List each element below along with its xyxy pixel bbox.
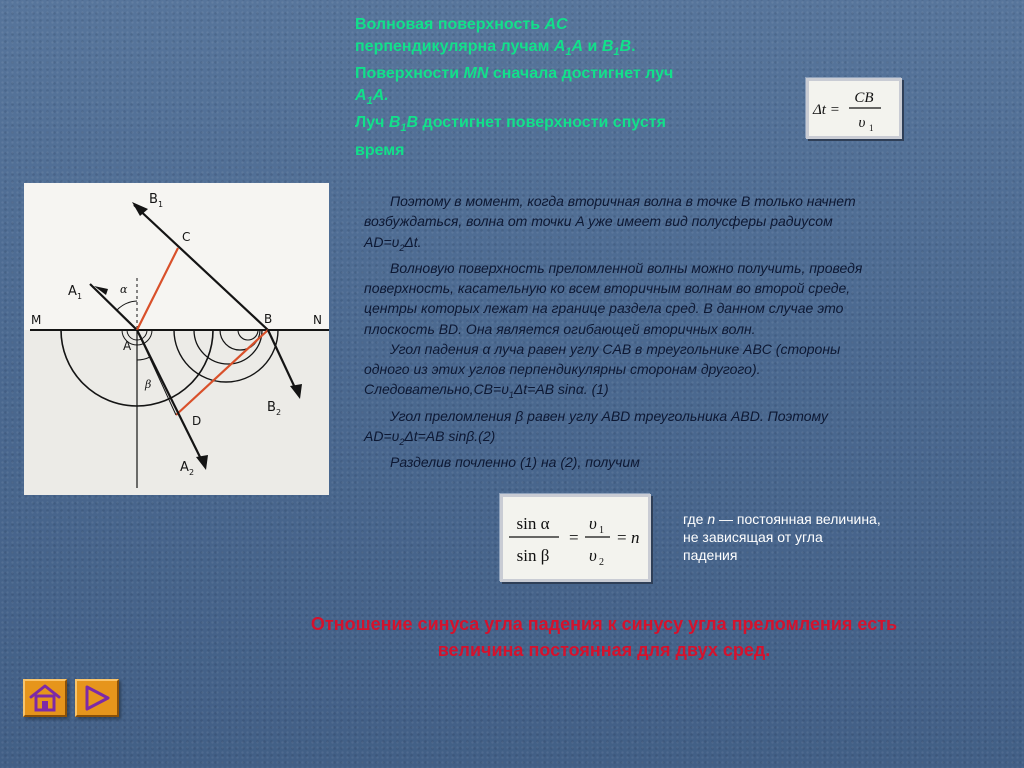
formula-snell-eq-2: = bbox=[617, 528, 627, 547]
explanation-p3-end: Δt=AB sinα. (1) bbox=[513, 381, 609, 398]
note-text bbox=[683, 510, 943, 564]
explanation-p1-end: Δt. bbox=[404, 233, 422, 250]
explanation-p3-text: Угол падения α луча равен углу CAB в треугольнике ABC (стороны одного из этих углов перпендикулярны сторонам другого). Следовательно,CB=υ bbox=[364, 340, 841, 398]
formula-dt-denominator: υ bbox=[858, 115, 866, 131]
heading-line-3-rest: сначала достигнет луч bbox=[488, 65, 674, 83]
formula-dt-denominator-sub: 1 bbox=[869, 123, 874, 133]
wavefront-ac-label: AC bbox=[544, 16, 568, 33]
formula-snell-eq-1: = bbox=[569, 528, 579, 547]
explanation-paragraph-5: Разделив почленно (1) на (2), получим bbox=[390, 453, 640, 470]
label-m: M bbox=[31, 313, 42, 327]
slide-heading bbox=[355, 14, 775, 162]
incident-ray-b1b bbox=[134, 205, 268, 330]
refraction-diagram-graphic bbox=[24, 183, 329, 495]
ray-a1a-label-b: A bbox=[571, 38, 584, 55]
conclusion-text: Отношение синуса угла падения к синусу угла преломления есть величина постоянная для двух сред. bbox=[310, 614, 898, 660]
surface-mn-label: MN bbox=[463, 65, 489, 83]
formula-snell bbox=[500, 494, 651, 582]
heading-line-5: Луч bbox=[355, 114, 389, 132]
heading-line-5-rest: достигнет поверхности спустя bbox=[418, 114, 666, 132]
wavefront-ac bbox=[137, 248, 178, 330]
label-c: C bbox=[182, 230, 191, 244]
label-a2: A bbox=[180, 460, 189, 475]
formula-v1: υ bbox=[589, 514, 597, 533]
label-alpha: α bbox=[120, 283, 128, 296]
label-b2-sub: 2 bbox=[276, 408, 282, 417]
label-d: D bbox=[192, 414, 202, 428]
heading-dot: . bbox=[631, 38, 636, 55]
explanation-paragraph-2: Волновую поверхность преломленной волны можно получить, проведя поверхность, касательную ко всем вторичным волнам во второй среде, центры которых лежат на границе раздела сред. В данном случае это плоскость BD. Она является огибающей вторичных волн. bbox=[364, 259, 863, 337]
label-a1-sub: 1 bbox=[77, 292, 83, 301]
note-line-2: не зависящая от угла bbox=[683, 529, 823, 545]
ray-b1b-label-a: B bbox=[601, 38, 614, 55]
explanation-paragraph-1 bbox=[364, 191, 886, 258]
label-b2: B bbox=[267, 400, 276, 415]
note-line-3: падения bbox=[683, 547, 738, 563]
formula-dt-numerator: CB bbox=[854, 90, 874, 106]
formula-n: n bbox=[631, 528, 640, 547]
formula-snell-graphic bbox=[503, 497, 648, 579]
explanation-paragraph-3 bbox=[364, 339, 886, 406]
formula-v2-sub: 2 bbox=[599, 557, 604, 568]
heading-line-5-b: B bbox=[388, 114, 401, 132]
second-medium bbox=[24, 330, 329, 495]
heading-line-1: Волновая поверхность bbox=[355, 16, 545, 33]
formula-sin-beta: sin β bbox=[516, 546, 550, 565]
heading-line-2: перпендикулярна лучам bbox=[355, 38, 554, 55]
heading-line-4-b: A. bbox=[372, 87, 389, 105]
home-button[interactable] bbox=[23, 679, 67, 717]
ray-a1a-label-sub: 1 bbox=[565, 46, 572, 59]
alpha-arc bbox=[117, 301, 137, 310]
house-icon bbox=[28, 684, 62, 712]
explanation-p3-sub: 1 bbox=[508, 390, 514, 401]
ray-a1a-label-a: A bbox=[553, 38, 566, 55]
heading-line-3: Поверхности bbox=[355, 65, 464, 83]
explanation-p1-sub: 2 bbox=[399, 242, 405, 253]
formula-sin-alpha: sin α bbox=[516, 514, 550, 533]
formula-delta-t-graphic bbox=[809, 81, 899, 136]
triangle-right-icon bbox=[82, 684, 112, 712]
heading-line-5-sub: 1 bbox=[400, 122, 407, 135]
next-button[interactable] bbox=[75, 679, 119, 717]
label-b1: B bbox=[149, 192, 158, 207]
note-n: n bbox=[707, 511, 716, 527]
explanation-p1-text: Поэтому в момент, когда вторичная волна в точке B только начнет возбуждаться, волна от точки A уже имеет вид полусферы радиусом AD=υ bbox=[364, 193, 856, 250]
heading-line-4-a: A bbox=[355, 87, 367, 105]
label-n: N bbox=[313, 313, 322, 327]
formula-v2: υ bbox=[589, 546, 597, 565]
note-line-1-rest: — постоянная величина, bbox=[715, 511, 881, 527]
label-b: B bbox=[264, 312, 273, 326]
heading-line-4-sub: 1 bbox=[366, 95, 373, 108]
formula-delta-t bbox=[806, 78, 902, 139]
explanation-p4-text: Угол преломления β равен углу ABD треугольника ABD. Поэтому AD=υ bbox=[364, 407, 828, 444]
formula-dt-lhs: Δt = bbox=[813, 102, 840, 118]
heading-line-5-b2: B bbox=[406, 114, 419, 132]
heading-line-6: время bbox=[355, 141, 405, 159]
explanation-text bbox=[364, 191, 886, 472]
explanation-paragraph-4 bbox=[364, 406, 886, 452]
note-line-1-start: где bbox=[683, 511, 708, 527]
ray-b1b-label-b: B bbox=[619, 38, 632, 55]
label-a1: A bbox=[68, 284, 77, 299]
label-b1-sub: 1 bbox=[158, 200, 164, 209]
ray-b1-arrowhead bbox=[132, 202, 148, 216]
label-a: A bbox=[123, 339, 132, 353]
refraction-diagram bbox=[24, 183, 329, 495]
ray-b1b-label-sub: 1 bbox=[613, 46, 620, 59]
label-a2-sub: 2 bbox=[189, 468, 195, 477]
explanation-p4-end: Δt=AB sinβ.(2) bbox=[404, 427, 496, 444]
label-beta: β bbox=[145, 378, 152, 391]
formula-v1-sub: 1 bbox=[599, 525, 604, 536]
incident-ray-a1a bbox=[90, 284, 137, 330]
heading-and: и bbox=[583, 38, 602, 55]
explanation-p4-sub: 2 bbox=[399, 436, 405, 447]
